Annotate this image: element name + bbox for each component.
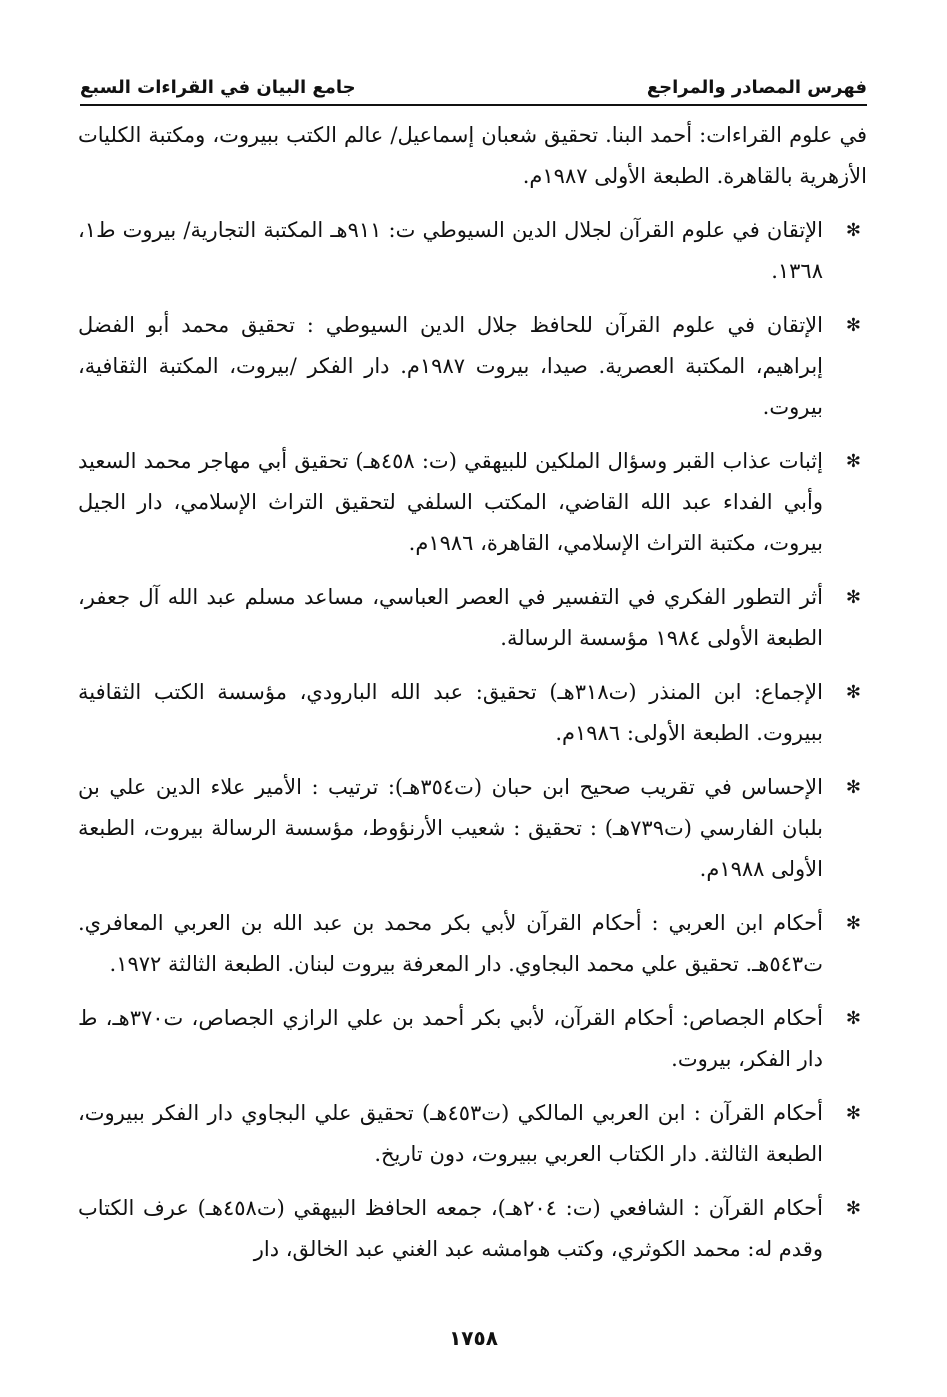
reference-entry [78, 577, 867, 659]
entry-text: الإتقان في علوم القرآن للحافظ جلال الدين السيوطي : تحقيق محمد أبو الفضل إبراهيم، المكتبة العصرية. صيدا، بيروت ١٩٨٧م. دار الفكر /بيروت، المكتبة الثقافية، بيروت. [78, 313, 823, 419]
header-book-title: جامع البيان في القراءات السبع [80, 77, 356, 98]
asterisk-bullet-icon: ✻ [845, 682, 861, 703]
reference-entry [78, 210, 867, 292]
running-header [80, 58, 867, 106]
asterisk-bullet-icon: ✻ [845, 451, 861, 472]
entry-text: الإتقان في علوم القرآن لجلال الدين السيوطي ت: ٩١١هـ المكتبة التجارية/ بيروت ط١، ١٣٦٨. [78, 218, 823, 283]
header-section-title: فهرس المصادر والمراجع [646, 77, 867, 98]
entry-text: الإحساس في تقريب صحيح ابن حبان (ت٣٥٤هـ): ترتيب : الأمير علاء الدين علي بن بلبان الفارسي (ت٧٣٩هـ) : تحقيق : شعيب الأرنؤوط، مؤسسة الرسالة بيروت، الطبعة الأولى ١٩٨٨م. [78, 775, 823, 881]
entry-text: أحكام القرآن : الشافعي (ت: ٢٠٤هـ)، جمعه الحافظ البيهقي (ت٤٥٨هـ) عرف الكتاب وقدم له: محمد الكوثري، وكتب هوامشه عبد الغني عبد الخالق، دار [78, 1196, 824, 1261]
page-number: ١٧٥٨ [449, 1326, 498, 1350]
entry-text: أحكام الجصاص: أحكام القرآن، لأبي بكر أحمد بن علي الرازي الجصاص، ت٣٧٠هـ، ط دار الفكر، بيروت. [78, 1006, 823, 1071]
continued-entry [78, 115, 867, 197]
asterisk-bullet-icon: ✻ [845, 1008, 861, 1029]
entry-text: في علوم القراءات: أحمد البنا. تحقيق شعبان إسماعيل/ عالم الكتب ببيروت، ومكتبة الكليات الأزهرية بالقاهرة. الطبعة الأولى ١٩٨٧م. [78, 123, 867, 188]
reference-entry [78, 305, 867, 428]
reference-entry [78, 441, 867, 564]
asterisk-bullet-icon: ✻ [845, 777, 861, 798]
asterisk-bullet-icon: ✻ [845, 1198, 861, 1219]
asterisk-bullet-icon: ✻ [845, 220, 861, 241]
asterisk-bullet-icon: ✻ [845, 1103, 861, 1124]
reference-entry [78, 1188, 867, 1270]
entry-text: أثر التطور الفكري في التفسير في العصر العباسي، مساعد مسلم عبد الله آل جعفر، الطبعة الأولى ١٩٨٤ مؤسسة الرسالة. [78, 585, 823, 650]
reference-entry [78, 903, 867, 985]
references-list [78, 115, 867, 1283]
entry-text: الإجماع: ابن المنذر (ت٣١٨هـ) تحقيق: عبد الله البارودي، مؤسسة الكتب الثقافية ببيروت. الطبعة الأولى: ١٩٨٦م. [78, 680, 823, 745]
entry-text: إثبات عذاب القبر وسؤال الملكين للبيهقي (ت: ٤٥٨هـ) تحقيق أبي مهاجر محمد السعيد وأبي الفداء عبد الله القاضي، المكتب السلفي لتحقيق التراث الإسلامي، دار الجيل بيروت، مكتبة التراث الإسلامي، القاهرة، ١٩٨٦م. [78, 449, 823, 555]
reference-entry [78, 672, 867, 754]
reference-entry [78, 1093, 867, 1175]
entry-text: أحكام ابن العربي : أحكام القرآن لأبي بكر محمد بن عبد الله بن العربي المعافري. ت٥٤٣هـ. تحقيق علي محمد البجاوي. دار المعرفة بيروت لبنان. الطبعة الثالثة ١٩٧٢. [78, 911, 823, 976]
asterisk-bullet-icon: ✻ [845, 913, 861, 934]
reference-entry [78, 767, 867, 890]
entry-text: أحكام القرآن : ابن العربي المالكي (ت٤٥٣هـ) تحقيق علي البجاوي دار الفكر ببيروت، الطبعة الثالثة. دار الكتاب العربي ببيروت، دون تاريخ. [78, 1101, 823, 1166]
reference-entry [78, 998, 867, 1080]
asterisk-bullet-icon: ✻ [845, 315, 861, 336]
asterisk-bullet-icon: ✻ [845, 587, 861, 608]
